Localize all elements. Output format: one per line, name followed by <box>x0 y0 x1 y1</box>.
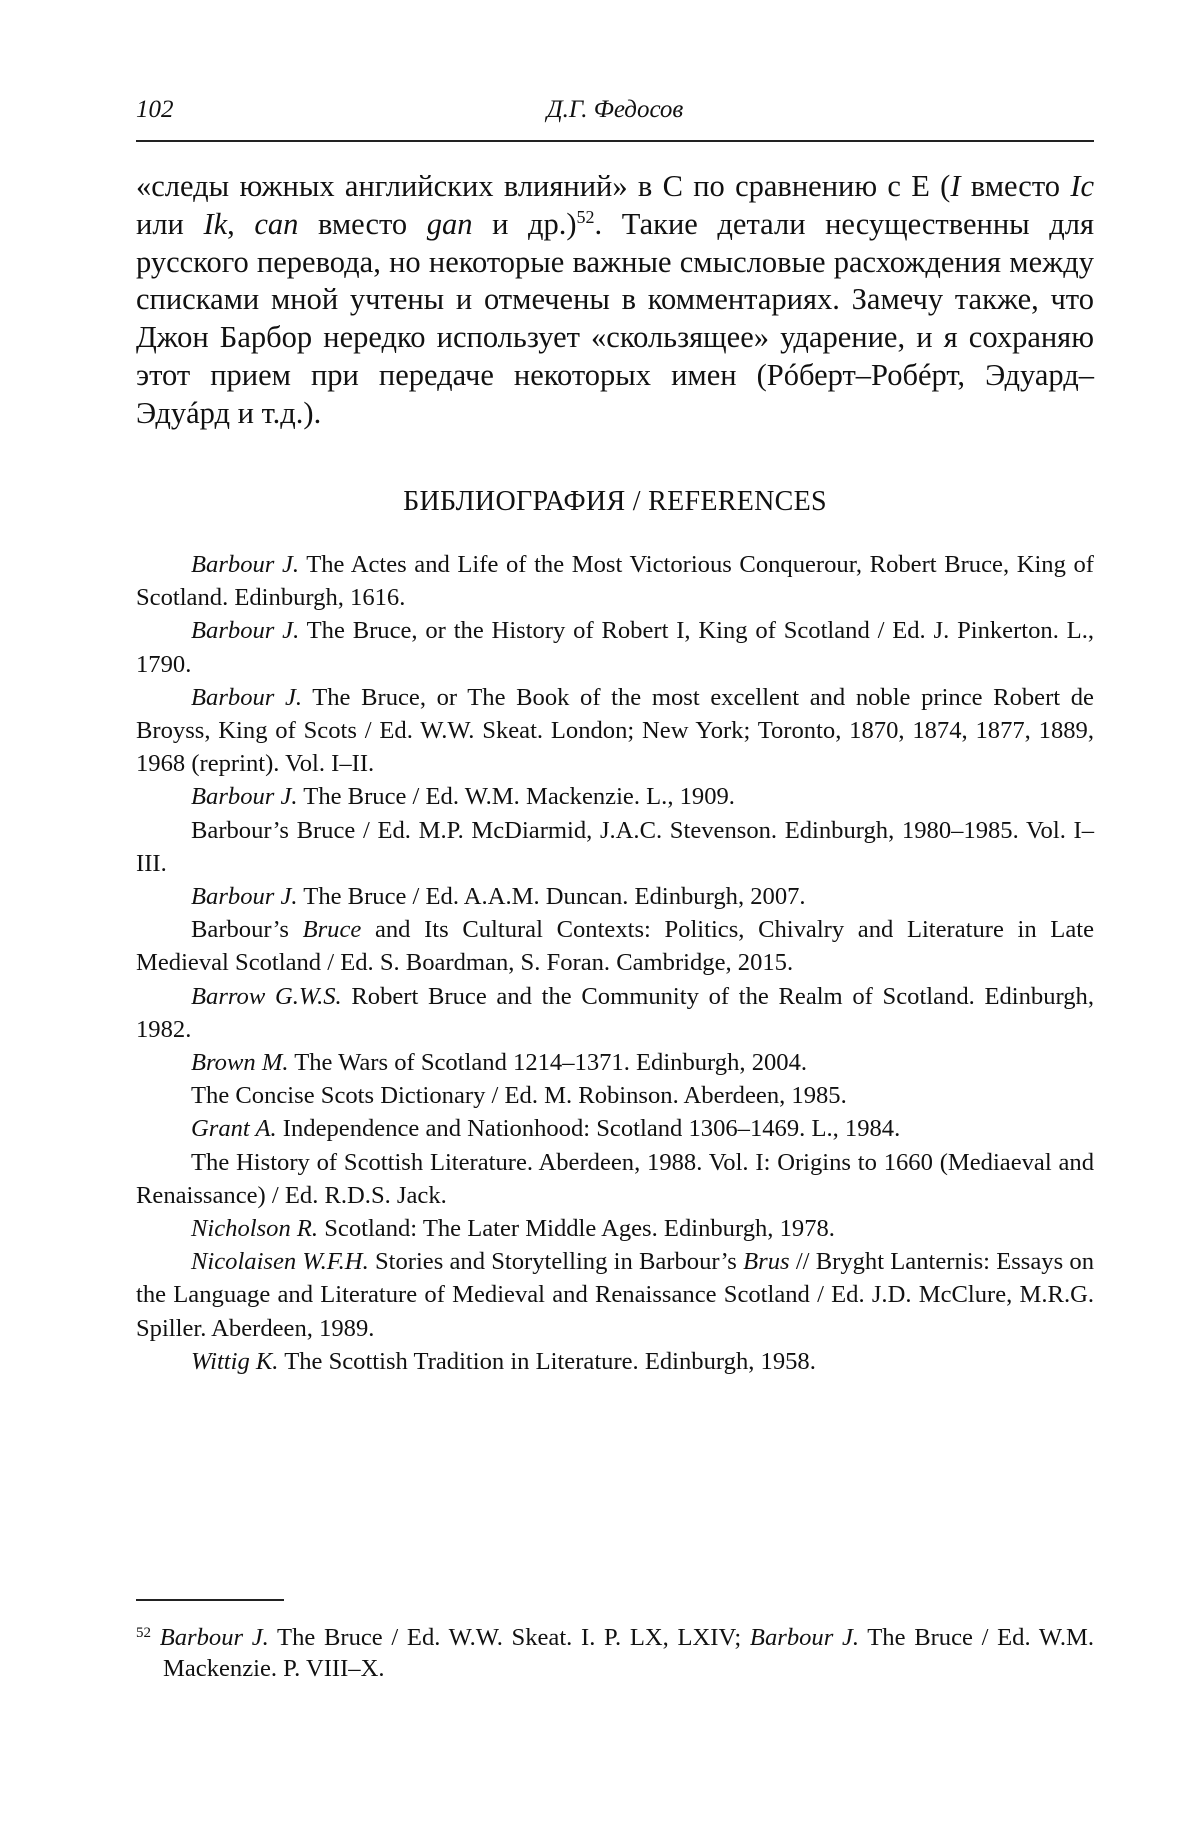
footnote-author: Barbour J. <box>160 1624 269 1651</box>
reference-author: Barbour J. <box>191 783 298 810</box>
reference-entry <box>136 1212 1094 1245</box>
reference-text: The Bruce / Ed. W.M. Mackenzie. L., 1909. <box>303 783 735 810</box>
reference-text: Robert Bruce and the Community of the Realm of Scotland. Edinburgh, 1982. <box>136 983 1094 1043</box>
reference-author: Barbour J. <box>191 684 302 711</box>
reference-text: The History of Scottish Literature. Aberdeen, 1988. Vol. I: Origins to 1660 (Mediaeval and Renaissance) / Ed. R.D.S. Jack. <box>136 1149 1094 1209</box>
reference-text: The Wars of Scotland 1214–1371. Edinburgh, 2004. <box>294 1049 807 1076</box>
reference-italic-title: Brus <box>743 1248 789 1275</box>
reference-entry <box>136 1079 1094 1112</box>
reference-entry <box>136 780 1094 813</box>
reference-text: // Bryght Lanternis: Essays on the Language and Literature of Medieval and Renaissance Scotland / Ed. J.D. McClure, M.R.G. Spiller. Aberdeen, 1989. <box>136 1248 1094 1341</box>
body-text-run: «следы южных английских влияний» в C по сравнению с E ( <box>136 169 950 203</box>
reference-text: The Bruce / Ed. A.A.M. Duncan. Edinburgh, 2007. <box>303 883 805 910</box>
reference-entry <box>136 1146 1094 1212</box>
page-number: 102 <box>136 96 174 124</box>
footnote <box>136 1623 1094 1685</box>
reference-text: The Bruce, or the History of Robert I, King of Scotland / Ed. J. Pinkerton. L., 1790. <box>136 617 1094 677</box>
reference-entry <box>136 880 1094 913</box>
reference-entry <box>136 1112 1094 1145</box>
reference-text: Independence and Nationhood: Scotland 1306–1469. L., 1984. <box>283 1115 900 1142</box>
body-italic-term: Ik <box>203 207 227 241</box>
reference-italic-title: Bruce <box>303 916 362 943</box>
reference-text: Scotland: The Later Middle Ages. Edinburgh, 1978. <box>324 1215 835 1242</box>
reference-author: Grant A. <box>191 1115 277 1142</box>
footnote-number: 52 <box>136 1625 151 1641</box>
footnote-text: The Bruce / Ed. W.M. Mackenzie. P. VIII–X. <box>163 1624 1094 1682</box>
body-text-run: . Такие детали несущественны для русского перевода, но некоторые важные смысловые расхождения между списками мной учтены и отмечены в комментариях. Замечу также, что Джон Барбор нередко использует «скользящее» ударение, и я сохраняю этот прием при передаче некоторых имен (Рóберт–Робéрт, Эдуард–Эдуáрд и т.д.). <box>136 207 1094 430</box>
running-header <box>136 96 1094 142</box>
reference-text: Barbour’s Bruce / Ed. M.P. McDiarmid, J.A.C. Stevenson. Edinburgh, 1980–1985. Vol. I–III. <box>136 817 1094 877</box>
reference-author: Barbour J. <box>191 883 298 910</box>
body-italic-term: Ic <box>1070 169 1094 203</box>
reference-entry <box>136 548 1094 614</box>
reference-text: The Concise Scots Dictionary / Ed. M. Robinson. Aberdeen, 1985. <box>191 1082 847 1109</box>
reference-entry <box>136 814 1094 880</box>
reference-text: The Scottish Tradition in Literature. Edinburgh, 1958. <box>284 1348 816 1375</box>
reference-entry <box>136 1046 1094 1079</box>
footnote-reference[interactable]: 52 <box>577 207 595 227</box>
reference-entry <box>136 980 1094 1046</box>
body-italic-term: can <box>254 207 298 241</box>
reference-author: Brown M. <box>191 1049 288 1076</box>
footnote-divider <box>136 1599 284 1601</box>
reference-entry <box>136 1345 1094 1378</box>
bibliography-list <box>136 548 1094 1378</box>
reference-text: The Bruce, or The Book of the most excellent and noble prince Robert de Broyss, King of Scots / Ed. W.W. Skeat. London; New York; Toronto, 1870, 1874, 1877, 1889, 1968 (reprint). Vol. I–II. <box>136 684 1094 777</box>
reference-author: Nicolaisen W.F.H. <box>191 1248 369 1275</box>
body-paragraph <box>136 168 1094 433</box>
body-text-run: вместо <box>961 169 1071 203</box>
reference-author: Wittig K. <box>191 1348 278 1375</box>
footnote-text: The Bruce / Ed. W.W. Skeat. I. P. LX, LXIV; <box>269 1624 750 1651</box>
reference-author: Barbour J. <box>191 617 299 644</box>
reference-author: Barrow G.W.S. <box>191 983 342 1010</box>
body-text-run: вместо <box>298 207 426 241</box>
reference-text: Stories and Storytelling in Barbour’s <box>375 1248 743 1275</box>
reference-text: The Actes and Life of the Most Victorious Conquerour, Robert Bruce, King of Scotland. Edinburgh, 1616. <box>136 551 1094 611</box>
reference-entry <box>136 614 1094 680</box>
bibliography-heading: БИБЛИОГРАФИЯ / REFERENCES <box>136 486 1094 518</box>
body-italic-term: gan <box>427 207 473 241</box>
body-text-run: , <box>227 207 254 241</box>
reference-entry <box>136 681 1094 781</box>
reference-entry <box>136 913 1094 979</box>
running-header-author: Д.Г. Федосов <box>136 96 1094 124</box>
reference-entry <box>136 1245 1094 1345</box>
reference-author: Nicholson R. <box>191 1215 318 1242</box>
reference-author: Barbour J. <box>191 551 299 578</box>
body-italic-term: I <box>950 169 960 203</box>
reference-text: and Its Cultural Contexts: Politics, Chivalry and Literature in Late Medieval Scotland / Ed. S. Boardman, S. Foran. Cambridge, 2015. <box>136 916 1094 976</box>
footnote-author: Barbour J. <box>750 1624 859 1651</box>
reference-text: Barbour’s <box>191 916 303 943</box>
body-text-run: и др.) <box>473 207 577 241</box>
body-text-run: или <box>136 207 203 241</box>
